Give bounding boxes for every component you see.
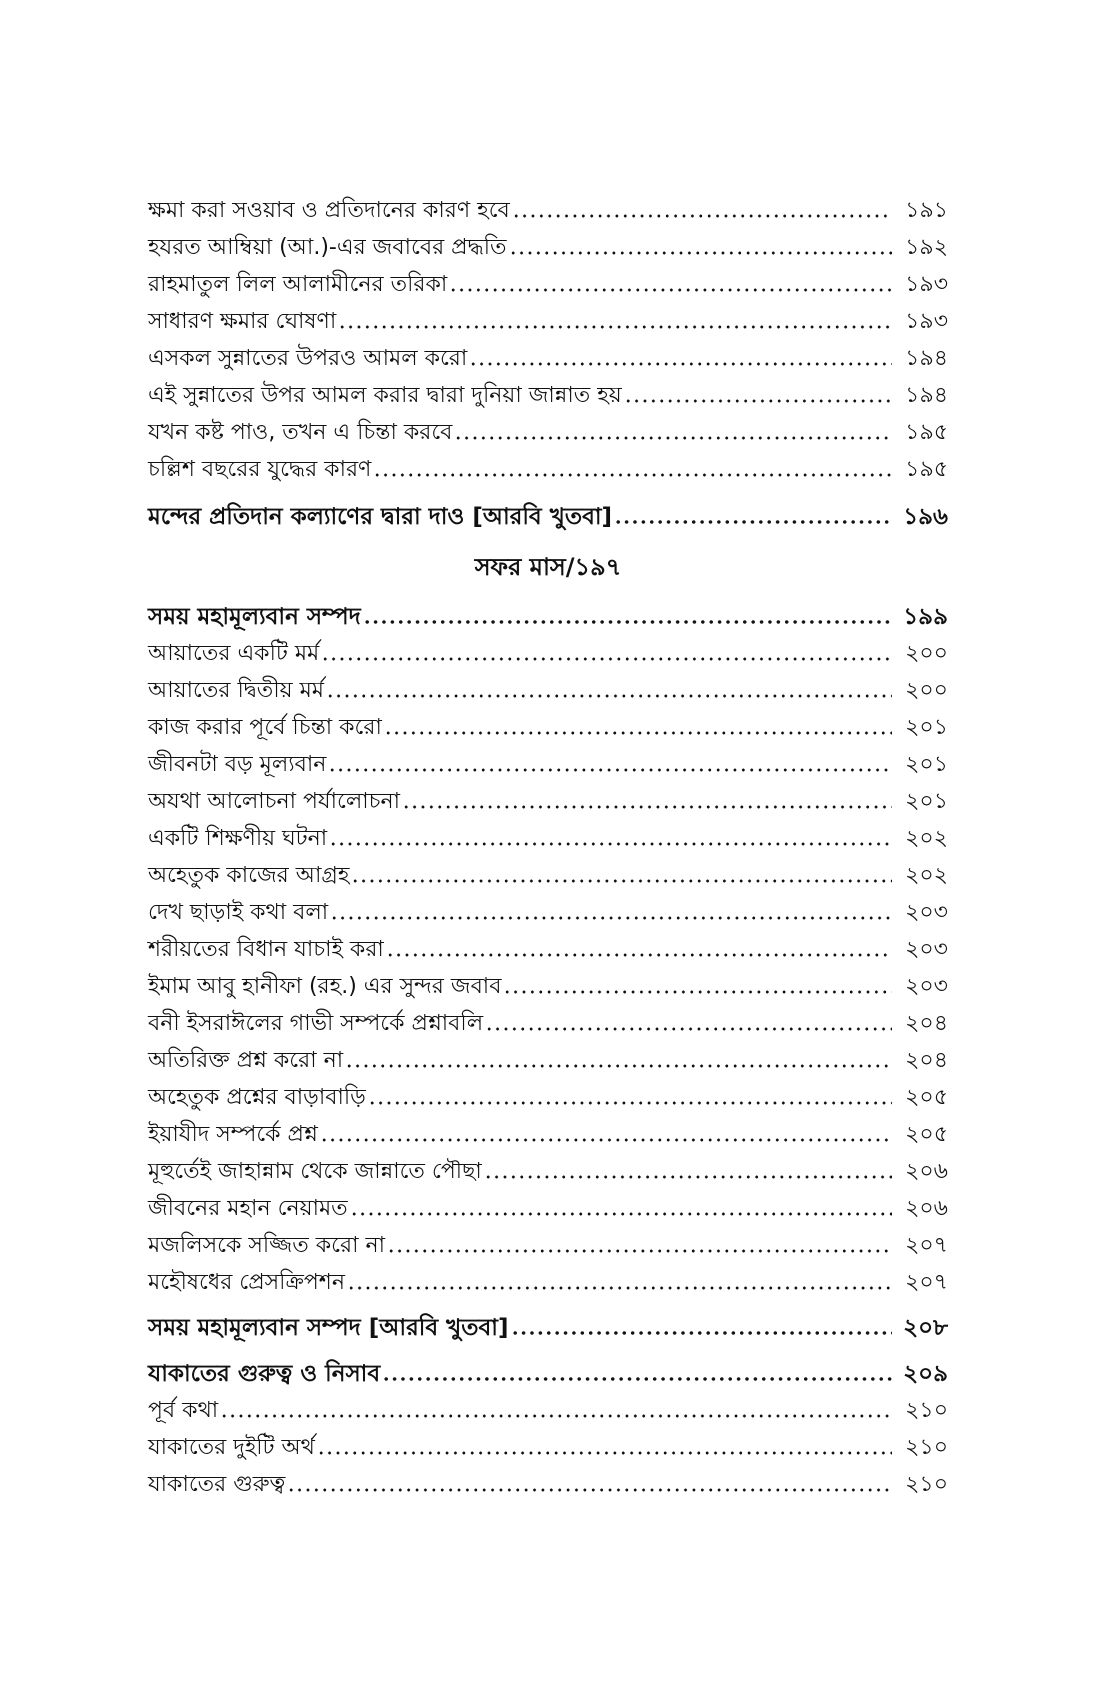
- toc-entry-title: বনী ইসরাঈলের গাভী সম্পর্কে প্রশ্নাবলি: [148, 1011, 484, 1036]
- toc-chapter-page: ২০৯: [903, 1361, 948, 1387]
- toc-entry-page: ২০১: [905, 789, 948, 814]
- toc-entry-page: ২০৭: [905, 1270, 948, 1295]
- dot-leader: [386, 953, 892, 957]
- toc-entry[interactable]: [148, 1227, 948, 1261]
- toc-entry[interactable]: [148, 1392, 948, 1426]
- toc-entry-title: এসকল সুন্নাতের উপরও আমল করো: [148, 346, 468, 371]
- toc-entry[interactable]: [148, 1264, 948, 1298]
- section-title: সফর মাস/১৯৭: [474, 553, 622, 581]
- dot-leader: [321, 657, 892, 661]
- dot-leader: [329, 842, 892, 846]
- toc-chapter-heading[interactable]: [148, 598, 948, 632]
- dot-leader: [373, 473, 892, 477]
- toc-entry[interactable]: [148, 746, 948, 780]
- toc-entry-title: জীবনের মহান নেয়ামত: [148, 1196, 348, 1221]
- toc-entry[interactable]: [148, 783, 948, 817]
- toc-entry-page: ২১০: [905, 1472, 948, 1497]
- toc-entry-page: ১৯৩: [905, 309, 948, 334]
- toc-entry-page: ২০৭: [905, 1233, 948, 1258]
- dot-leader: [287, 1488, 892, 1492]
- toc-entry-page: ২০২: [905, 826, 948, 851]
- dot-leader: [328, 768, 892, 772]
- toc-entry[interactable]: [148, 857, 948, 891]
- toc-entry-page: ২০১: [905, 752, 948, 777]
- toc-entry[interactable]: [148, 266, 948, 300]
- dot-leader: [614, 520, 892, 524]
- toc-entry[interactable]: [148, 1190, 948, 1224]
- toc-entry[interactable]: [148, 340, 948, 374]
- dot-leader: [512, 214, 892, 218]
- toc-entry[interactable]: [148, 1466, 948, 1500]
- dot-leader: [387, 1249, 892, 1253]
- toc-entry[interactable]: [148, 192, 948, 226]
- toc-entry-page: ২০৬: [905, 1196, 948, 1221]
- dot-leader: [449, 288, 892, 292]
- dot-leader: [469, 362, 892, 366]
- toc-entry[interactable]: [148, 1079, 948, 1113]
- toc-entry[interactable]: [148, 229, 948, 263]
- toc-entry[interactable]: [148, 672, 948, 706]
- dot-leader: [320, 1138, 892, 1142]
- toc-entry-page: ২০৩: [905, 937, 948, 962]
- toc-chapter-title: মন্দের প্রতিদান কল্যাণের দ্বারা দাও [আরবি খুতবা]: [148, 504, 613, 530]
- dot-leader: [317, 1451, 892, 1455]
- toc-entry-page: ১৯১: [905, 198, 948, 223]
- toc-entry-page: ১৯৫: [905, 420, 948, 445]
- toc-entry[interactable]: [148, 303, 948, 337]
- toc-chapter-page: ১৯৬: [903, 504, 948, 530]
- toc-entry[interactable]: [148, 635, 948, 669]
- dot-leader: [509, 251, 892, 255]
- toc-entry[interactable]: [148, 414, 948, 448]
- toc-entry-page: ১৯৪: [905, 383, 948, 408]
- dot-leader: [338, 325, 892, 329]
- toc-chapter-heading[interactable]: [148, 498, 948, 532]
- toc-entry-page: ২০৫: [905, 1122, 948, 1147]
- toc-entry-title: এই সুন্নাতের উপর আমল করার দ্বারা দুনিয়া জান্নাত হয়: [148, 383, 622, 408]
- toc-entry-page: ২০০: [905, 678, 948, 703]
- dot-leader: [326, 694, 892, 698]
- dot-leader: [368, 1101, 892, 1105]
- toc-entry-title: অতিরিক্ত প্রশ্ন করো না: [148, 1048, 344, 1073]
- toc-entry-title: একটি শিক্ষণীয় ঘটনা: [148, 826, 328, 851]
- dot-leader: [484, 1175, 892, 1179]
- toc-entry-title: চল্লিশ বছরের যুদ্ধের কারণ: [148, 457, 372, 482]
- toc-entry-title: যাকাতের গুরুত্ব: [148, 1472, 286, 1497]
- toc-entry-title: জীবনটা বড় মূল্যবান: [148, 752, 327, 777]
- toc-chapter-title: সময় মহামূল্যবান সম্পদ [আরবি খুতবা]: [148, 1315, 509, 1341]
- dot-leader: [363, 620, 892, 624]
- toc-entry[interactable]: [148, 709, 948, 743]
- toc-entry-page: ১৯২: [905, 235, 948, 260]
- toc-entry-page: ২১০: [905, 1398, 948, 1423]
- toc-entry-title: মূহুর্তেই জাহান্নাম থেকে জান্নাতে পৌছা: [148, 1159, 482, 1184]
- toc-entry[interactable]: [148, 968, 948, 1002]
- dot-leader: [345, 1064, 892, 1068]
- toc-entry-page: ২০৪: [905, 1048, 948, 1073]
- dot-leader: [384, 731, 892, 735]
- toc-entry[interactable]: [148, 451, 948, 485]
- toc-entry-page: ২০৫: [905, 1085, 948, 1110]
- toc-entry[interactable]: [148, 820, 948, 854]
- toc-chapter-page: ২০৮: [903, 1315, 948, 1341]
- toc-entry-title: শরীয়তের বিধান যাচাই করা: [148, 937, 384, 962]
- toc-entry-title: অহেতুক কাজের আগ্রহ: [148, 863, 350, 888]
- toc-entry-title: ইয়াযীদ সম্পর্কে প্রশ্ন: [148, 1122, 318, 1147]
- dot-leader: [624, 399, 892, 403]
- toc-entry-title: ক্ষমা করা সওয়াব ও প্রতিদানের কারণ হবে: [148, 198, 510, 223]
- toc-entry-page: ২০৩: [905, 974, 948, 999]
- toc-entry-page: ২০২: [905, 863, 948, 888]
- toc-entry-page: ২১০: [905, 1435, 948, 1460]
- dot-leader: [485, 1027, 892, 1031]
- toc-entry-page: ২০৩: [905, 900, 948, 925]
- toc-entry-title: সাধারণ ক্ষমার ঘোষণা: [148, 309, 337, 334]
- toc-entry-title: আয়াতের দ্বিতীয় মর্ম: [148, 678, 324, 703]
- toc-entry[interactable]: [148, 1042, 948, 1076]
- toc-chapter-page: ১৯৯: [903, 604, 948, 630]
- toc-entry-page: ২০০: [905, 641, 948, 666]
- toc-entry-page: ২০৪: [905, 1011, 948, 1036]
- toc-entry-page: ২০১: [905, 715, 948, 740]
- dot-leader: [454, 436, 892, 440]
- toc-entry-title: রাহমাতুল লিল আলামীনের তরিকা: [148, 272, 448, 297]
- toc-entry-title: অহেতুক প্রশ্নের বাড়াবাড়ি: [148, 1085, 366, 1110]
- dot-leader: [511, 1331, 893, 1335]
- toc-entry[interactable]: [148, 1153, 948, 1187]
- toc-entry-title: যখন কষ্ট পাও, তখন এ চিন্তা করবে: [148, 420, 453, 445]
- toc-entry-title: যাকাতের দুইটি অর্থ: [148, 1435, 315, 1460]
- toc-entry-page: ১৯৪: [905, 346, 948, 371]
- toc-chapter-heading[interactable]: [148, 1355, 948, 1389]
- toc-entry[interactable]: [148, 894, 948, 928]
- toc-entry[interactable]: [148, 377, 948, 411]
- dot-leader: [220, 1414, 892, 1418]
- toc-entry-page: ১৯৩: [905, 272, 948, 297]
- toc-chapter-title: যাকাতের গুরুত্ব ও নিসাব: [148, 1361, 381, 1387]
- toc-entry-page: ১৯৫: [905, 457, 948, 482]
- toc-entry-title: অযথা আলোচনা পর্যালোচনা: [148, 789, 400, 814]
- toc-entry-title: ইমাম আবু হানীফা (রহ.) এর সুন্দর জবাব: [148, 974, 502, 999]
- dot-leader: [503, 990, 892, 994]
- toc-entry[interactable]: [148, 931, 948, 965]
- toc-chapter-title: সময় মহামূল্যবান সম্পদ: [148, 604, 361, 630]
- toc-entry[interactable]: [148, 1005, 948, 1039]
- toc-chapter-heading[interactable]: [148, 1309, 948, 1343]
- toc-entry-title: পূর্ব কথা: [148, 1398, 219, 1423]
- dot-leader: [350, 1212, 892, 1216]
- toc-entry-title: মহৌষধের প্রেসক্রিপশন: [148, 1270, 345, 1295]
- toc-entry-title: হযরত আম্বিয়া (আ.)-এর জবাবের প্রদ্ধতি: [148, 235, 507, 260]
- toc-entry[interactable]: [148, 1429, 948, 1463]
- dot-leader: [330, 916, 892, 920]
- dot-leader: [402, 805, 892, 809]
- dot-leader: [347, 1286, 892, 1290]
- toc-entry-title: মজলিসকে সজ্জিত করো না: [148, 1233, 385, 1258]
- toc-entry-title: দেখ ছাড়াই কথা বলা: [148, 900, 329, 925]
- toc-entry-title: আয়াতের একটি মর্ম: [148, 641, 320, 666]
- dot-leader: [382, 1377, 892, 1381]
- toc-entry-page: ২০৬: [905, 1159, 948, 1184]
- toc-entry[interactable]: [148, 1116, 948, 1150]
- toc-entry-title: কাজ করার পূর্বে চিন্তা করো: [148, 715, 382, 740]
- dot-leader: [351, 879, 892, 883]
